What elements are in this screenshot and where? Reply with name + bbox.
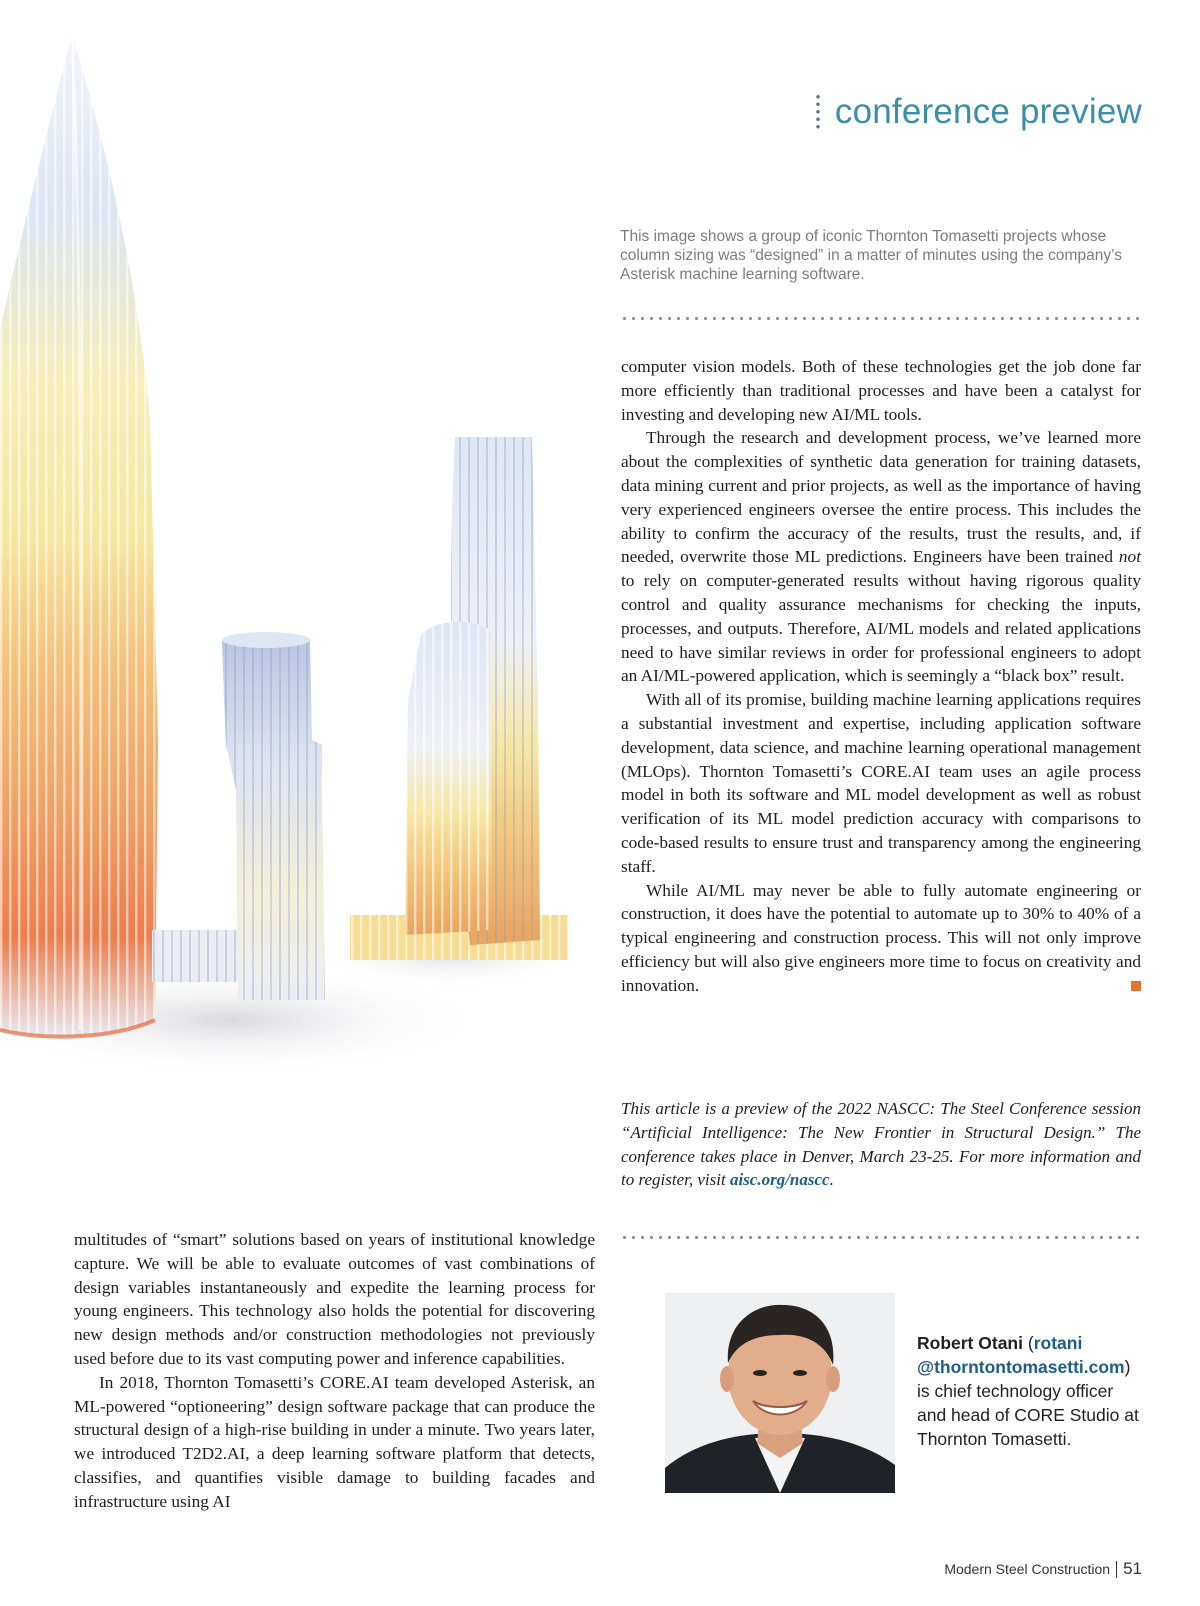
author-name: Robert Otani — [917, 1333, 1023, 1353]
paragraph: computer vision models. Both of these technologies get the job done far more efficiently than traditional processes and have been a catalyst for investing and developing new AI/ML tools. — [621, 357, 1141, 424]
author-bio: Robert Otani (rotani @thorntontomasetti.com) is chief technology officer and head of CORE Studio at Thornton Tomasetti. — [917, 1333, 1139, 1449]
left-column — [74, 1228, 595, 1514]
paragraph: With all of its promise, building machine learning applications requires a substantial investment and expertise, including application software development, data science, and machine learning operational management (MLOps). Thornton Tomasetti’s CORE.AI team uses an agile process model in both its software and ML model development as well as robust verification of its ML model prediction accuracy with comparisons to code-based results to ensure trust and transparency among the engineering staff. — [621, 690, 1141, 876]
footer-separator — [1116, 1561, 1117, 1578]
page-number: 51 — [1123, 1559, 1142, 1578]
end-of-article-mark — [1131, 981, 1141, 991]
paragraph: multitudes of “smart” solutions based on years of institutional knowledge capture. We will be able to evaluate outcomes of vast combinations of design variables instantaneously and expedite the learning process for young engineers. This technology also holds the potential for discovering new design methods and/or construction methodologies not previously used before due to its vast computing power and inference capabilities. — [74, 1230, 595, 1368]
note-divider — [620, 1235, 1142, 1240]
image-caption: This image shows a group of iconic Thornton Tomasetti projects whose column sizing was “designed” in a matter of minutes using the company’s Asterisk machine learning software. — [620, 228, 1122, 283]
paragraph: In 2018, Thornton Tomasetti’s CORE.AI team developed Asterisk, an ML-powered “optioneering” design software package that can produce the structural design of a high-rise building in under a minute. Two years later, we introduced T2D2.AI, a deep learning software platform that detects, classifies, and quantifies visible damage to building facades and infrastructure using AI — [74, 1372, 595, 1511]
publication-name: Modern Steel Construction — [944, 1561, 1111, 1577]
page-footer — [944, 1559, 1142, 1579]
conference-note: This article is a preview of the 2022 NASCC: The Steel Conference session “Artificial Intelligence: The New Frontier in Structural Design.” The conference takes place in Denver, March 23-25. For more information and to register, visit aisc.org/nascc. — [621, 1099, 1141, 1190]
vertical-dots-divider — [815, 93, 821, 131]
emphasis: not — [1118, 547, 1141, 567]
section-title: conference preview — [834, 92, 1142, 131]
paragraph: Through the research and development process, we’ve learned more about the complexities of synthetic data generation for training datasets, data mining current and prior projects, as well as the importance of having very experienced engineers oversee the entire process. This includes the ability to confirm the accuracy of the results, trust the results, and, if needed, overwrite those ML predictions. Engineers have been trained not to rely on computer-generated results without having rigorous quality control and quality assurance mechanisms for checking the inputs, processes, and outputs. Therefore, AI/ML models and related applications need to have similar reviews in order for professional engineers to adopt an AI/ML-powered application, which is seemingly a “black box” result. — [621, 428, 1141, 686]
section-header — [815, 92, 1142, 132]
right-column — [621, 355, 1141, 998]
paragraph: While AI/ML may never be able to fully automate engineering or construction, it does have the potential to automate up to 30% to 40% of a typical engineering and construction process. This will not only improve efficiency but will also give engineers more time to focus on creativity and innovation. — [621, 880, 1141, 995]
author-email-link[interactable]: rotani @thorntontomasetti.com — [917, 1333, 1125, 1377]
conference-link[interactable]: aisc.org/nascc — [729, 1170, 830, 1190]
tower-models-illustration — [0, 0, 620, 1090]
author-role: is chief technology officer and head of CORE Studio at Thornton Tomasetti. — [917, 1381, 1139, 1449]
caption-divider — [620, 316, 1142, 321]
author-portrait-icon — [665, 1293, 895, 1493]
